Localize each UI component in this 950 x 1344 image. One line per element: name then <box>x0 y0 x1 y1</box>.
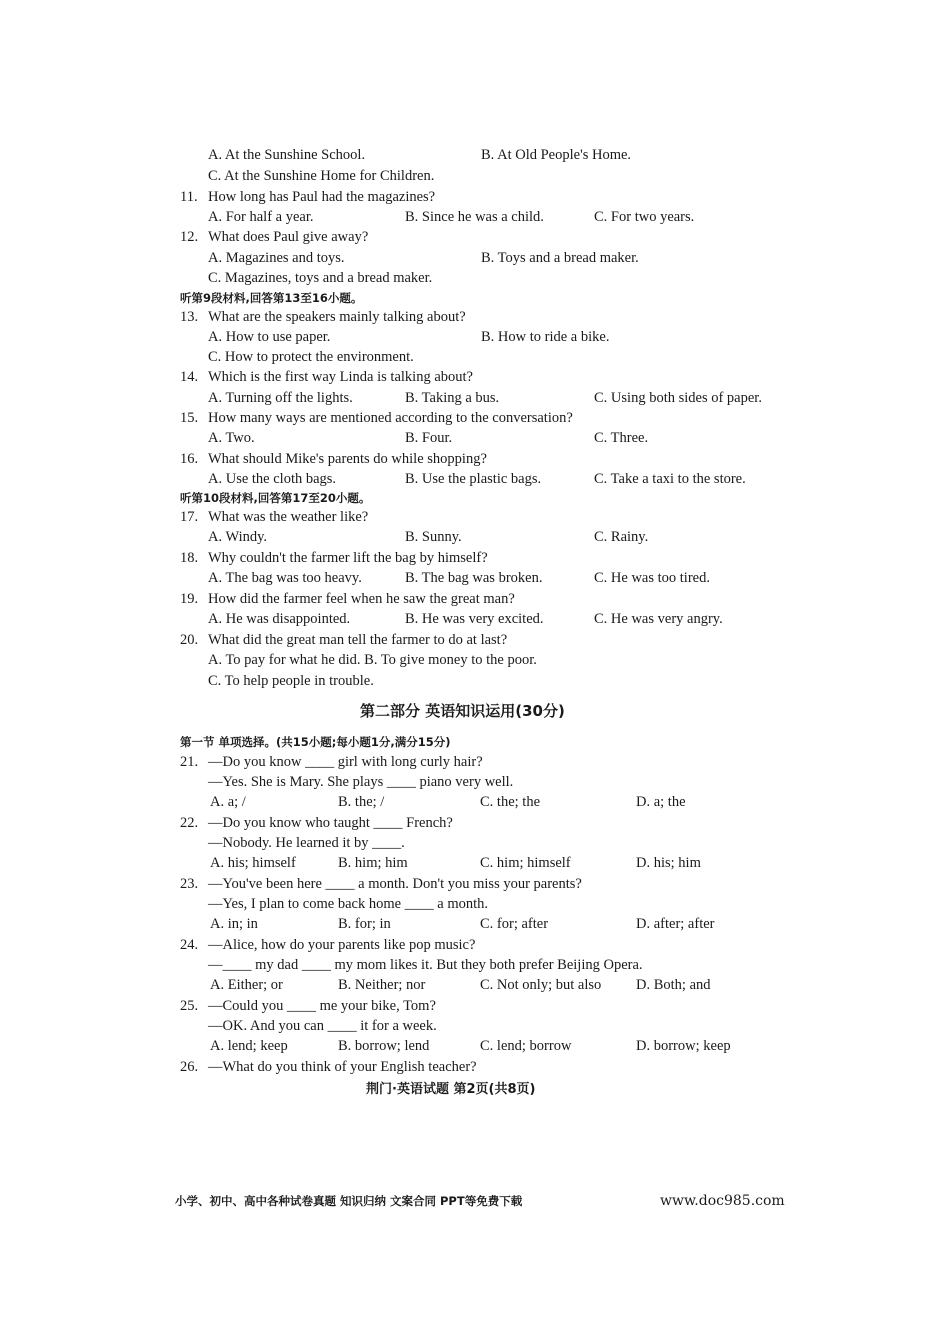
question-line <box>0 752 950 772</box>
question-number: 15. <box>180 410 199 426</box>
line-text: C. At the Sunshine Home for Children. <box>208 168 435 184</box>
question-number: 21. <box>180 754 199 770</box>
line-text: A. in; in <box>210 916 258 932</box>
line-text: How long has Paul had the magazines? <box>208 189 436 205</box>
options-line <box>0 792 950 812</box>
options-line <box>0 833 950 853</box>
section-title <box>0 701 950 721</box>
line-text: —____ my dad ____ my mom likes it. But they both prefer Beijing Opera. <box>208 957 643 973</box>
line-text: Why couldn't the farmer lift the bag by himself? <box>208 550 488 566</box>
section-instruction <box>0 288 950 308</box>
options-line <box>0 207 950 227</box>
line-text: B. Since he was a child. <box>405 209 544 225</box>
question-number: 12. <box>180 229 199 245</box>
line-text: B. for; in <box>338 916 391 932</box>
line-text: —Do you know ____ girl with long curly hair? <box>208 754 483 770</box>
line-text: C. He was too tired. <box>594 570 710 586</box>
question-line <box>0 630 950 650</box>
line-text: C. Rainy. <box>594 529 649 545</box>
line-text: —Nobody. He learned it by ____. <box>208 835 405 851</box>
options-line <box>0 469 950 489</box>
line-text: A. Use the cloth bags. <box>208 471 337 487</box>
question-line <box>0 408 950 428</box>
line-text: A. At the Sunshine School. <box>208 147 366 163</box>
line-text: Which is the first way Linda is talking about? <box>208 369 473 385</box>
line-text: 第二部分 英语知识运用(30分) <box>360 702 565 720</box>
line-text: 听第9段材料,回答第13至16小题。 <box>180 291 363 305</box>
line-text: How did the farmer feel when he saw the great man? <box>208 591 515 607</box>
question-line <box>0 227 950 247</box>
line-text: A. Turning off the lights. <box>208 390 353 406</box>
question-number: 16. <box>180 451 199 467</box>
line-text: A. Two. <box>208 430 255 446</box>
question-line <box>0 548 950 568</box>
question-line <box>0 813 950 833</box>
line-text: —Alice, how do your parents like pop music? <box>208 937 476 953</box>
options-line <box>0 166 950 186</box>
line-text: What does Paul give away? <box>208 229 369 245</box>
question-number: 18. <box>180 550 199 566</box>
line-text: A. lend; keep <box>210 1038 288 1054</box>
line-text: C. the; the <box>480 794 541 810</box>
question-number: 23. <box>180 876 199 892</box>
line-text: A. The bag was too heavy. <box>208 570 362 586</box>
line-text: B. The bag was broken. <box>405 570 543 586</box>
question-line <box>0 187 950 207</box>
line-text: A. Magazines and toys. <box>208 250 345 266</box>
line-text: A. To pay for what he did. B. To give money to the poor. <box>208 652 537 668</box>
options-line <box>0 145 950 165</box>
question-number: 26. <box>180 1059 199 1075</box>
question-line <box>0 449 950 469</box>
line-text: D. borrow; keep <box>636 1038 731 1054</box>
options-line <box>0 975 950 995</box>
options-line <box>0 650 950 670</box>
line-text: A. a; / <box>210 794 246 810</box>
page-footer <box>0 1080 950 1100</box>
line-text: B. Use the plastic bags. <box>405 471 542 487</box>
line-text: B. Neither; nor <box>338 977 426 993</box>
line-text: —Do you know who taught ____ French? <box>208 815 453 831</box>
options-line <box>0 853 950 873</box>
line-text: B. Sunny. <box>405 529 462 545</box>
line-text: C. How to protect the environment. <box>208 349 414 365</box>
line-text: B. How to ride a bike. <box>481 329 610 345</box>
line-text: 荆门·英语试题 第2页(共8页) <box>366 1082 536 1097</box>
question-line <box>0 1057 950 1077</box>
line-text: —What do you think of your English teacher? <box>208 1059 477 1075</box>
question-number: 19. <box>180 591 199 607</box>
options-line <box>0 609 950 629</box>
line-text: A. his; himself <box>210 855 296 871</box>
question-line <box>0 367 950 387</box>
line-text: D. Both; and <box>636 977 711 993</box>
line-text: C. lend; borrow <box>480 1038 572 1054</box>
line-text: C. Magazines, toys and a bread maker. <box>208 270 433 286</box>
question-number: 14. <box>180 369 199 385</box>
options-line <box>0 1036 950 1056</box>
options-line <box>0 671 950 691</box>
line-text: What should Mike's parents do while shopping? <box>208 451 487 467</box>
options-line <box>0 1016 950 1036</box>
line-text: C. Three. <box>594 430 649 446</box>
question-line <box>0 507 950 527</box>
line-text: A. Either; or <box>210 977 283 993</box>
question-number: 11. <box>180 189 198 205</box>
options-line <box>0 894 950 914</box>
line-text: —Yes. She is Mary. She plays ____ piano very well. <box>208 774 514 790</box>
question-number: 20. <box>180 632 199 648</box>
options-line <box>0 527 950 547</box>
question-number: 24. <box>180 937 199 953</box>
line-text: D. his; him <box>636 855 701 871</box>
options-line <box>0 428 950 448</box>
line-text: D. after; after <box>636 916 715 932</box>
line-text: C. For two years. <box>594 209 695 225</box>
line-text: C. He was very angry. <box>594 611 723 627</box>
line-text: A. For half a year. <box>208 209 314 225</box>
line-text: A. How to use paper. <box>208 329 331 345</box>
line-text: A. He was disappointed. <box>208 611 351 627</box>
options-line <box>0 772 950 792</box>
options-line <box>0 914 950 934</box>
line-text: C. Using both sides of paper. <box>594 390 762 406</box>
line-text: 第一节 单项选择。(共15小题;每小题1分,满分15分) <box>180 735 451 749</box>
question-line <box>0 874 950 894</box>
line-text: C. Take a taxi to the store. <box>594 471 746 487</box>
banner-link[interactable]: www.doc985.com <box>660 1193 785 1209</box>
options-line <box>0 347 950 367</box>
line-text: B. the; / <box>338 794 385 810</box>
question-number: 17. <box>180 509 199 525</box>
line-text: C. Not only; but also <box>480 977 602 993</box>
question-number: 22. <box>180 815 199 831</box>
footer-banner <box>0 1191 950 1211</box>
line-text: What was the weather like? <box>208 509 369 525</box>
options-line <box>0 268 950 288</box>
line-text: B. He was very excited. <box>405 611 544 627</box>
options-line <box>0 955 950 975</box>
line-text: 听第10段材料,回答第17至20小题。 <box>180 491 371 505</box>
line-text: —You've been here ____ a month. Don't you miss your parents? <box>208 876 582 892</box>
line-text: B. borrow; lend <box>338 1038 430 1054</box>
line-text: B. him; him <box>338 855 408 871</box>
line-text: B. Four. <box>405 430 453 446</box>
line-text: How many ways are mentioned according to the conversation? <box>208 410 573 426</box>
options-line <box>0 388 950 408</box>
question-number: 25. <box>180 998 199 1014</box>
line-text: D. a; the <box>636 794 686 810</box>
line-text: A. Windy. <box>208 529 268 545</box>
section-instruction <box>0 488 950 508</box>
line-text: What did the great man tell the farmer to do at last? <box>208 632 508 648</box>
section-instruction <box>0 732 950 752</box>
options-line <box>0 248 950 268</box>
line-text: C. for; after <box>480 916 549 932</box>
question-number: 13. <box>180 309 199 325</box>
line-text: B. Taking a bus. <box>405 390 500 406</box>
line-text: —OK. And you can ____ it for a week. <box>208 1018 437 1034</box>
line-text: B. Toys and a bread maker. <box>481 250 639 266</box>
line-text: —Yes, I plan to come back home ____ a month. <box>208 896 489 912</box>
question-line <box>0 307 950 327</box>
question-line <box>0 996 950 1016</box>
line-text: —Could you ____ me your bike, Tom? <box>208 998 436 1014</box>
line-text: C. To help people in trouble. <box>208 673 374 689</box>
options-line <box>0 568 950 588</box>
banner-text: 小学、初中、高中各种试卷真题 知识归纳 文案合同 PPT等免费下载 <box>175 1194 523 1208</box>
question-line <box>0 589 950 609</box>
line-text: B. At Old People's Home. <box>481 147 632 163</box>
options-line <box>0 327 950 347</box>
line-text: What are the speakers mainly talking about? <box>208 309 466 325</box>
line-text: C. him; himself <box>480 855 571 871</box>
question-line <box>0 935 950 955</box>
